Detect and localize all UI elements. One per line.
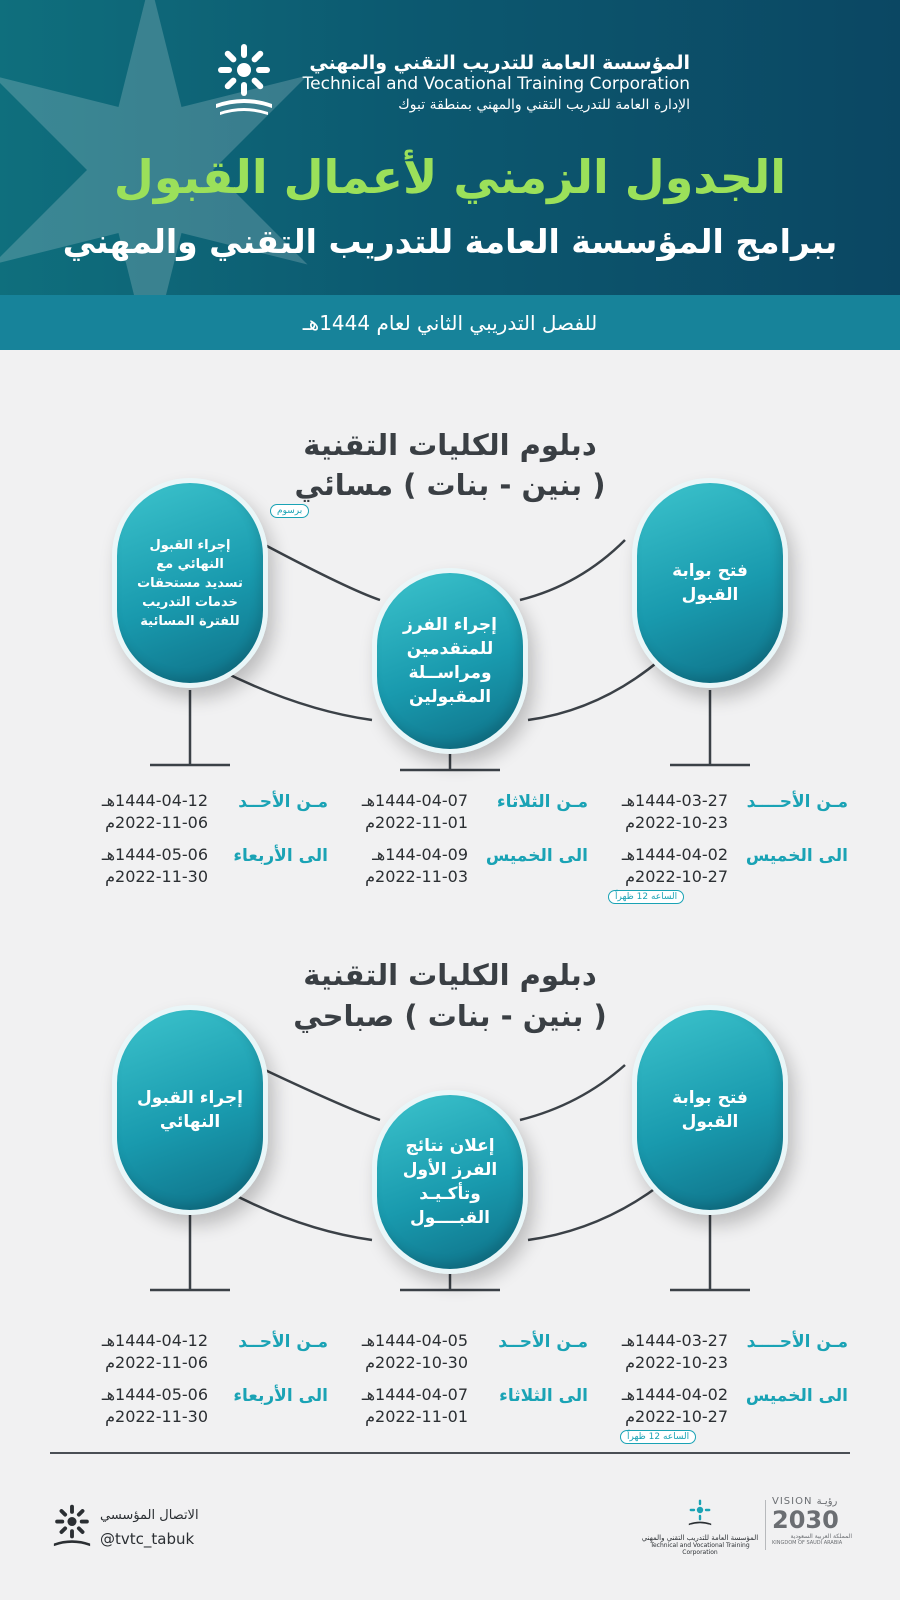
from-value [83, 1330, 208, 1374]
corp-mini-ar: المؤسسة العامة للتدريب التقني والمهني [641, 1534, 759, 1542]
date-row-from [83, 1330, 328, 1378]
to-label: الى الأربعاء [233, 846, 328, 866]
from-value [603, 1330, 728, 1374]
to-label: الى الخميس [745, 846, 848, 866]
stage-pill-sorting [372, 568, 528, 754]
date-row-to [83, 844, 328, 892]
to-hijri: 1444-05-06هـ [101, 1385, 208, 1404]
from-label: مـن الأحــــد [746, 1332, 848, 1352]
dates-sorting [343, 790, 588, 898]
stage-label: فتح بوابة القبول [672, 1088, 748, 1132]
footer-logo-separator [765, 1500, 766, 1550]
to-value [343, 844, 468, 888]
time-note-badge: الساعه 12 ظهراً [620, 1430, 696, 1444]
vision-2030-logo [772, 1496, 852, 1546]
to-greg: 2022-11-30م [105, 1407, 208, 1426]
date-row-to [83, 1384, 328, 1432]
date-row-to [343, 1384, 588, 1432]
fee-badge: برسوم [270, 504, 309, 518]
to-value [83, 844, 208, 888]
to-greg: 2022-10-27م [625, 867, 728, 886]
term-text: للفصل التدريبي الثاني لعام 1444هـ [302, 310, 598, 335]
to-hijri: 1444-04-02هـ [621, 1385, 728, 1404]
from-greg: 2022-10-30م [365, 1353, 468, 1372]
tvtc-logo-icon [210, 40, 278, 120]
from-label: مـن الأحــد [498, 1332, 588, 1352]
time-note-badge: الساعه 12 ظهراً [608, 890, 684, 904]
to-label: الى الأربعاء [233, 1386, 328, 1406]
section1-title: دبلوم الكليات التقنية [303, 428, 597, 462]
corp-mini-en: Technical and Vocational Training Corporation [650, 1542, 750, 1556]
term-bar [0, 295, 900, 350]
from-hijri: 1444-04-12هـ [101, 791, 208, 810]
from-value [343, 1330, 468, 1374]
tvtc-logo-icon [50, 1502, 94, 1554]
to-greg: 2022-10-27م [625, 1407, 728, 1426]
stage-pill-open-portal [632, 478, 788, 688]
to-label: الى الخميس [485, 846, 588, 866]
stage-label: إجراء القبول النهائي [137, 1088, 243, 1132]
to-value [83, 1384, 208, 1428]
date-row-to [603, 844, 848, 892]
footer-divider [50, 1452, 850, 1454]
dates-first-results [343, 1330, 588, 1438]
org-branch-ar: الإدارة العامة للتدريب التقني والمهني بمنطقة تبوك [398, 97, 690, 113]
page-title: الجدول الزمني لأعمال القبول [113, 150, 787, 204]
from-hijri: 1444-04-07هـ [361, 791, 468, 810]
date-row-from [343, 1330, 588, 1378]
stage-label: إعلان نتائج الفرز الأول وتأكـيـد القبــــول [402, 1136, 498, 1228]
stage-pill-open-portal [632, 1005, 788, 1215]
from-greg: 2022-10-23م [625, 1353, 728, 1372]
from-label: مـن الأحــد [238, 1332, 328, 1352]
to-label: الى الثلاثاء [499, 1386, 588, 1406]
to-label: الى الخميس [745, 1386, 848, 1406]
stage-pill-first-results [372, 1090, 528, 1274]
dates-final-admission [83, 1330, 328, 1438]
section2-subtitle: ( بنين - بنات ) صباحي [293, 999, 607, 1033]
to-greg: 2022-11-03م [365, 867, 468, 886]
dates-final-admission [83, 790, 328, 898]
page-subtitle: ببرامج المؤسسة العامة للتدريب التقني والمهني [62, 222, 838, 261]
corp-mini-logo [640, 1498, 760, 1556]
from-value [343, 790, 468, 834]
kingdom-ar: المملكة العربية السعودية [790, 1533, 852, 1540]
from-hijri: 1444-03-27هـ [621, 1331, 728, 1350]
to-hijri: 1444-04-07هـ [361, 1385, 468, 1404]
to-value [343, 1384, 468, 1428]
org-name-en: Technical and Vocational Training Corporation [302, 74, 690, 94]
org-block [270, 52, 690, 115]
from-value [83, 790, 208, 834]
stage-label: إجراء الفرز للمتقدمين ومراســلة المقبولين [403, 615, 497, 707]
date-row-to [603, 1384, 848, 1432]
from-greg: 2022-10-23م [625, 813, 728, 832]
from-value [603, 790, 728, 834]
from-label: مـن الأحــــد [746, 792, 848, 812]
date-row-from [603, 1330, 848, 1378]
date-row-to [343, 844, 588, 892]
to-hijri: 1444-04-02هـ [621, 845, 728, 864]
stage-label: فتح بوابة القبول [672, 561, 748, 605]
kingdom-en: KINGDOM OF SAUDI ARABIA [772, 1540, 843, 1546]
to-greg: 2022-11-30م [105, 867, 208, 886]
to-hijri: 1444-05-06هـ [101, 845, 208, 864]
date-row-from [83, 790, 328, 838]
social-handle[interactable]: @tvtc_tabuk [100, 1530, 195, 1548]
section1-subtitle: ( بنين - بنات ) مسائي [294, 468, 606, 502]
to-value [603, 1384, 728, 1428]
from-label: مـن الأحــد [238, 792, 328, 812]
vision-year: 2030 [772, 1506, 839, 1534]
from-hijri: 1444-03-27هـ [621, 791, 728, 810]
from-hijri: 1444-04-05هـ [361, 1331, 468, 1350]
stage-pill-final-admission [112, 1005, 268, 1215]
to-greg: 2022-11-01م [365, 1407, 468, 1426]
date-row-from [603, 790, 848, 838]
stage-pill-final-admission [112, 478, 268, 688]
from-label: مـن الثلاثاء [496, 792, 588, 812]
vision-en: VISION [772, 1496, 813, 1507]
org-name-ar: المؤسسة العامة للتدريب التقني والمهني [309, 52, 690, 74]
from-hijri: 1444-04-12هـ [101, 1331, 208, 1350]
from-greg: 2022-11-06م [105, 813, 208, 832]
to-value [603, 844, 728, 888]
stage-label: إجراء القبول النهائي مع تسديد مستحقات خدمات التدريب للفترة المسائية [137, 537, 243, 629]
section2-title: دبلوم الكليات التقنية [303, 958, 597, 992]
from-greg: 2022-11-01م [365, 813, 468, 832]
dates-open-portal [603, 1330, 848, 1438]
to-hijri: 144-04-09هـ [372, 845, 468, 864]
contact-label: الاتصال المؤسسي [100, 1508, 199, 1523]
tvtc-mini-logo-icon [685, 1498, 715, 1530]
from-greg: 2022-11-06م [105, 1353, 208, 1372]
date-row-from [343, 790, 588, 838]
dates-open-portal [603, 790, 848, 898]
vision-ar: رؤيـة [816, 1496, 838, 1507]
